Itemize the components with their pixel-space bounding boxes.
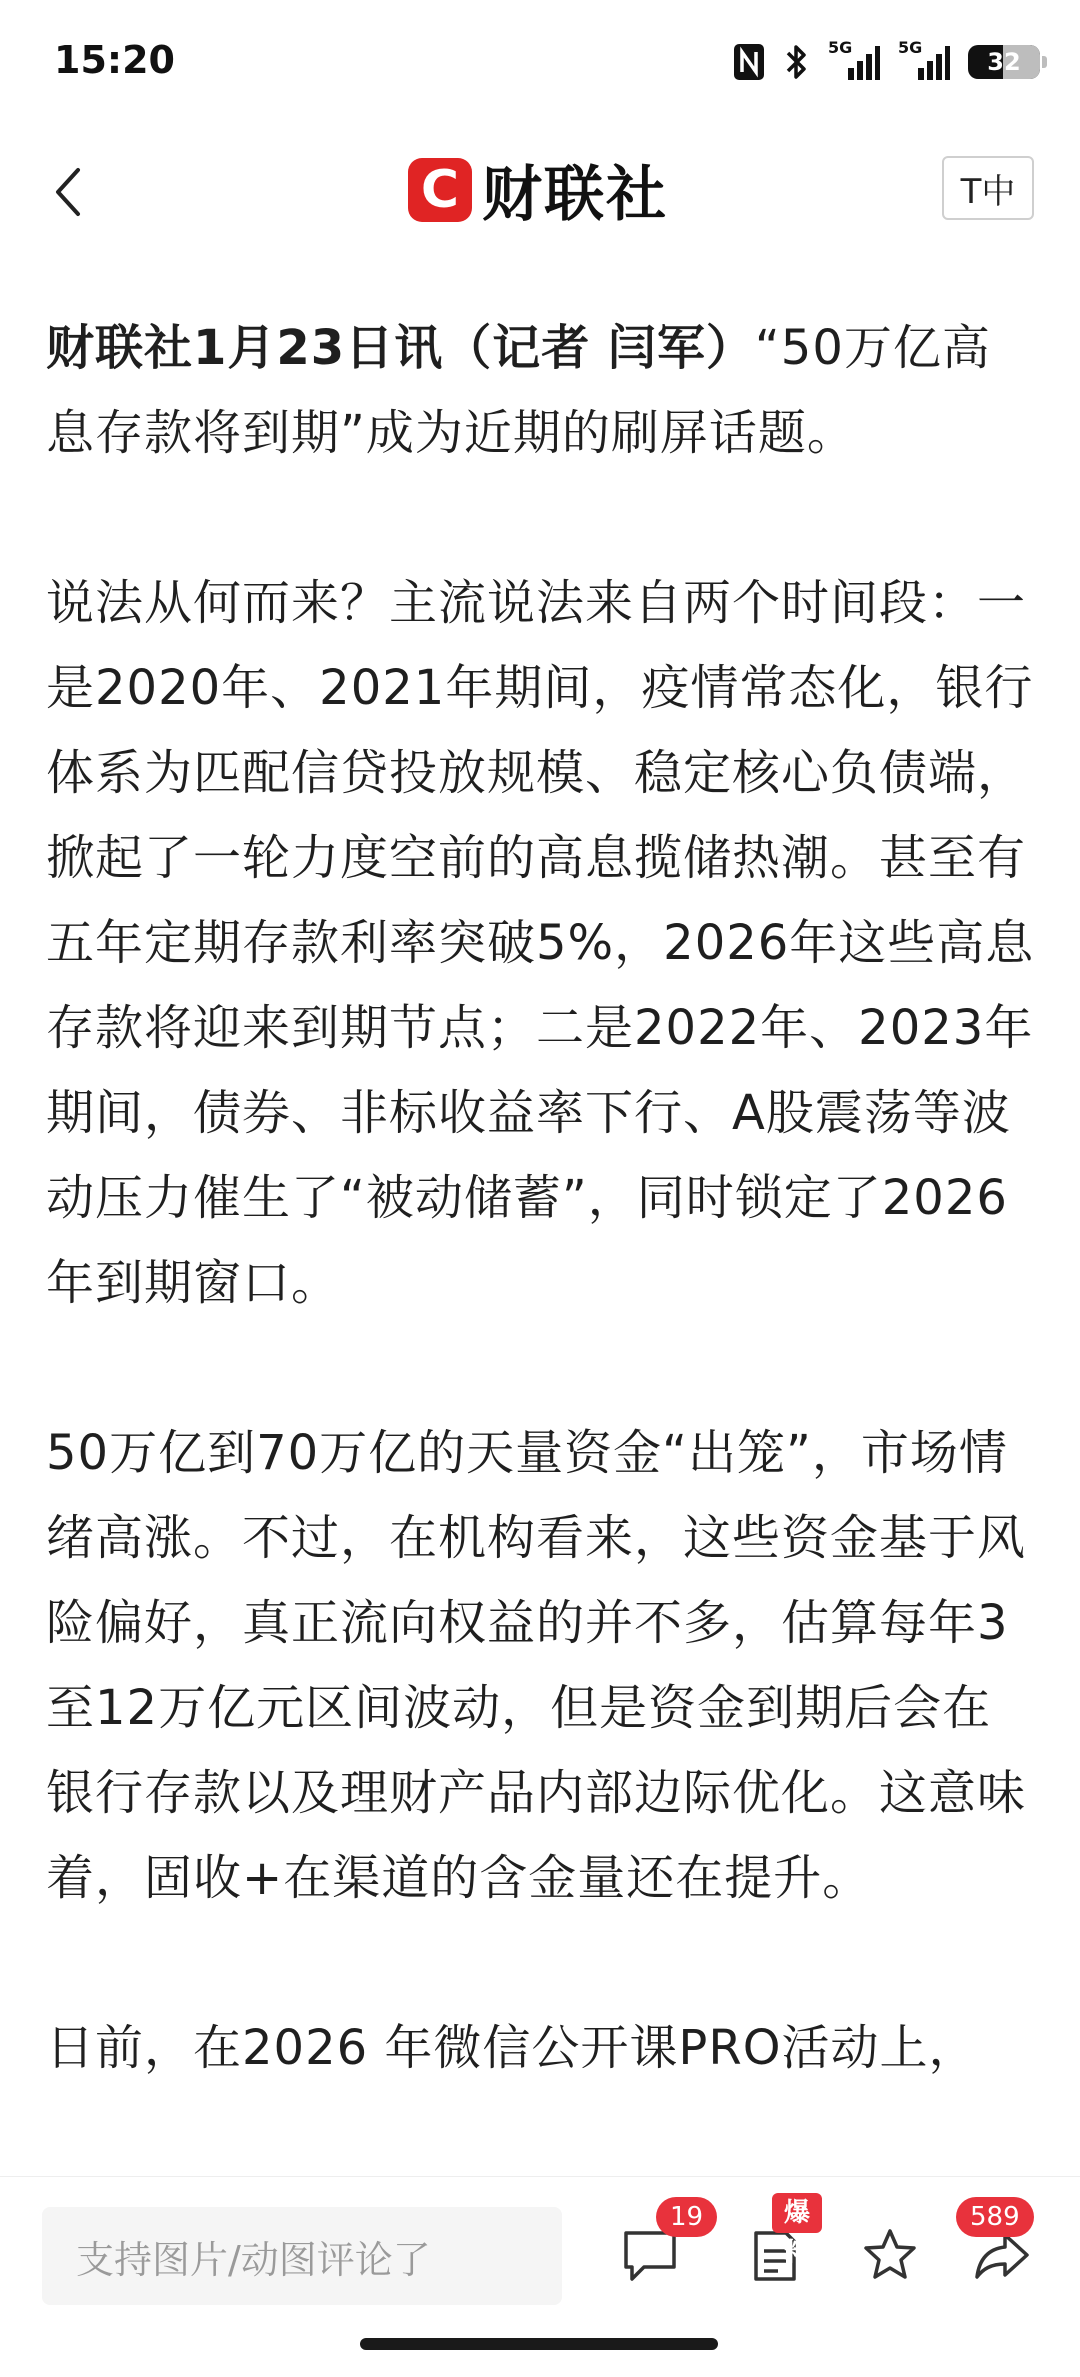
article-lead-byline: 财联社1月23日讯（记者 闫军） [46,320,755,376]
status-bar [0,0,1080,120]
signal-5g-icon [828,40,880,84]
share-button[interactable] [962,2202,1042,2295]
logo-text: 财联社 [482,160,668,230]
signal-5g-icon [898,40,950,84]
article-paragraph: 日前，在2026 年微信公开课PRO活动上， [46,2020,978,2076]
chevron-left-icon [48,162,88,222]
font-size-button[interactable]: T中 [942,156,1034,220]
tip-button[interactable] [734,2198,814,2295]
logo-mark: C [408,158,472,222]
share-count-badge: 589 [956,2197,1034,2237]
tip-tag: 爆料 [772,2193,822,2233]
article-paragraph: 50万亿到70万亿的天量资金“出笼”，市场情绪高涨。不过，在机构看来，这些资金基于风险偏好，真正流向权益的并不多，估算每年3至12万亿元区间波动，但是资金到期后会在银行存款以及理财产品内部边际优化。这意味着，固收+在渠道的含金量还在提升。 [46,1425,1027,1906]
signal-label: 5G [898,38,923,57]
nfc-icon [732,40,766,84]
status-icons [732,38,1040,86]
comment-input[interactable]: 支持图片/动图评论了 [42,2207,562,2305]
app-header [0,130,1080,250]
home-indicator [360,2338,718,2350]
signal-label: 5G [828,38,853,57]
star-icon [860,2225,920,2285]
status-time: 15:20 [54,38,175,82]
article-paragraph [46,306,1036,476]
back-button[interactable] [48,152,128,232]
favorite-button[interactable] [850,2215,930,2295]
article-paragraph: 说法从何而来？主流说法来自两个时间段：一是2020年、2021年期间，疫情常态化，银行体系为匹配信贷投放规模、稳定核心负债端，掀起了一轮力度空前的高息揽储热潮。甚至有五年定期存款利率突破5%，2026年这些高息存款将迎来到期节点；二是2022年、2023年期间，债券、非标收益率下行、A股震荡等波动压力催生了“被动储蓄”，同时锁定了2026年到期窗口。 [46,575,1035,1311]
comment-count-badge: 19 [656,2197,717,2237]
battery-icon [968,40,1040,84]
article-body [46,306,1036,2176]
comment-button[interactable] [610,2202,704,2295]
bluetooth-icon [784,40,810,84]
brand-logo [408,152,668,228]
article-lead-text: “50万亿高息存款将到期”成为近期的刷屏话题。 [46,320,991,461]
battery-level: 32 [987,48,1021,76]
